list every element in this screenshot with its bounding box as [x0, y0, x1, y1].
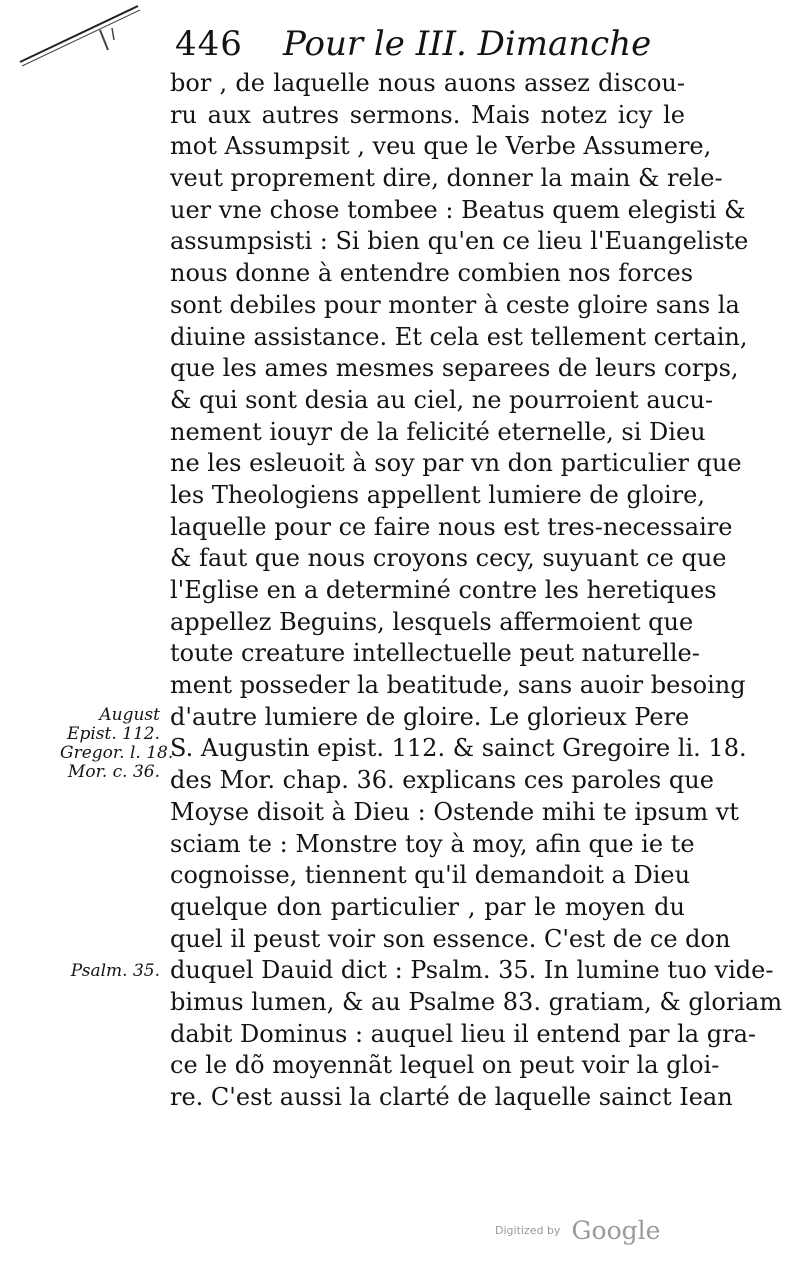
text-line: assumpsisti : Si bien qu'en ce lieu l'Euangeliste [170, 227, 749, 256]
text-line: S. Augustin epist. 112. & sainct Gregoire li. 18. [170, 734, 747, 763]
text-line: sont debiles pour monter à ceste gloire sans la [170, 290, 740, 319]
text-line: des Mor. chap. 36. explicans ces paroles que [170, 766, 714, 795]
text-line: Moyse disoit à Dieu : Ostende mihi te ipsum vt [170, 797, 739, 826]
text-line: ru aux autres sermons. Mais notez icy le [170, 100, 685, 129]
margin-note-line: Gregor. l. 18. [60, 743, 174, 763]
text-line: sciam te : Monstre toy à moy, afin que ie te [170, 829, 695, 858]
text-line: nous donne à entendre combien nos forces [170, 259, 694, 288]
text-line: uer vne chose tombee : Beatus quem elegisti & [170, 195, 746, 224]
text-line: l'Eglise en a determiné contre les heretiques [170, 576, 717, 604]
margin-note-line: August [99, 705, 160, 725]
margin-note-line: Mor. c. 36. [67, 762, 160, 782]
text-line: ne les esleuoit à soy par vn don particulier que [170, 449, 742, 478]
text-line: toute creature intellectuelle peut naturelle- [170, 639, 700, 668]
margin-note-augustine-gregory [60, 705, 174, 782]
text-line: diuine assistance. Et cela est tellement certain, [170, 322, 748, 351]
page-number: 446 [175, 24, 243, 64]
corner-pen-marks [0, 0, 150, 70]
text-line: cognoisse, tiennent qu'il demandoit a Dieu [170, 861, 691, 890]
text-line: d'autre lumiere de gloire. Le glorieux Pere [170, 702, 690, 731]
text-line: & qui sont desia au ciel, ne pourroient aucu- [170, 385, 714, 414]
main-text [170, 68, 783, 1114]
text-line: que les ames mesmes separees de leurs corps, [170, 354, 739, 383]
text-line: quelque don particulier , par le moyen du [170, 892, 685, 921]
text-line: bor , de laquelle nous auons assez discou- [170, 69, 685, 97]
text-line: veut proprement dire, donner la main & rele- [170, 164, 723, 193]
text-line: laquelle pour ce faire nous est tres-necessaire [170, 512, 733, 541]
text-line: re. C'est aussi la clarté de laquelle sainct Iean [170, 1083, 733, 1111]
google-logo: Google [571, 1216, 661, 1245]
margin-note-line: Epist. 112. [67, 724, 160, 744]
running-title: Pour le III. Dimanche [283, 24, 652, 64]
page-header [175, 18, 695, 68]
text-line: quel il peust voir son essence. C'est de ce don [170, 924, 731, 953]
text-line: mot Assumpsit , veu que le Verbe Assumere, [170, 132, 712, 161]
text-line: ce le dõ moyennãt lequel on peut voir la gloi- [170, 1051, 720, 1080]
text-line: appellez Beguins, lesquels affermoient que [170, 607, 694, 636]
digitized-footer [495, 1216, 685, 1256]
text-line: bimus lumen, & au Psalme 83. gratiam, & gloriam [170, 987, 783, 1016]
text-line: & faut que nous croyons cecy, suyuant ce que [170, 544, 727, 573]
digitized-label: Digitized by [495, 1224, 561, 1237]
text-line: duquel Dauid dict : Psalm. 35. In lumine tuo vide- [170, 956, 774, 985]
text-line: ment posseder la beatitude, sans auoir besoing [170, 671, 746, 700]
text-line: nement iouyr de la felicité eternelle, si Dieu [170, 417, 706, 446]
margin-note-psalm: Psalm. 35. [70, 961, 160, 981]
text-line: dabit Dominus : auquel lieu il entend par la gra- [170, 1019, 756, 1048]
text-line: les Theologiens appellent lumiere de gloire, [170, 480, 705, 509]
